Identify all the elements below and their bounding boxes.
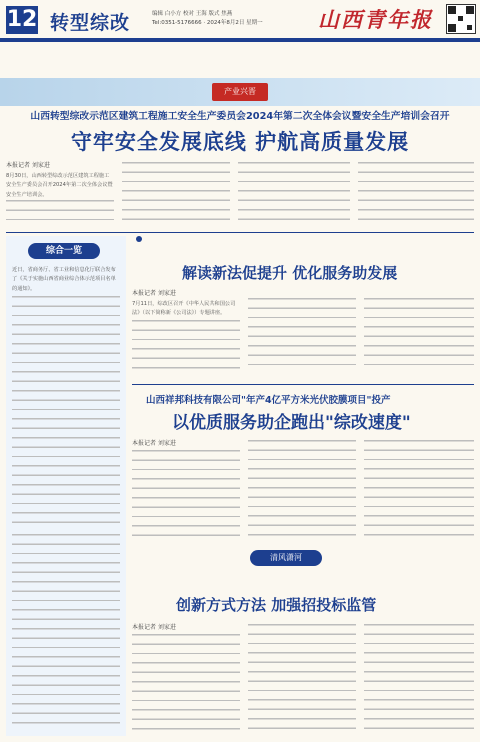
story3-byline: 本报记者 刘家进 xyxy=(132,440,176,447)
text-block xyxy=(132,634,240,736)
text-block xyxy=(12,534,120,730)
masthead-meta xyxy=(152,10,312,28)
story4-headline: 创新方式方法 加强招投标监管 xyxy=(176,596,377,614)
text-block xyxy=(132,450,240,540)
text-block xyxy=(238,162,350,228)
top-story-lead: 8月30日，山西转型综改示范区建筑工程施工安全生产委员会召开2024年第二次全体会议暨安全生产培训会。 xyxy=(6,173,113,198)
top-story-kicker: 山西转型综改示范区建筑工程施工安全生产委员会2024年第二次全体会议暨安全生产培训会召开 xyxy=(30,111,450,122)
text-block xyxy=(364,298,474,372)
sidebar-tag: 综合一览 xyxy=(28,243,100,259)
text-block xyxy=(248,624,356,736)
story4-byline: 本报记者 刘家进 xyxy=(132,624,176,631)
newspaper-logo: 山西青年报 xyxy=(318,7,433,32)
text-block xyxy=(364,440,474,540)
story2-byline: 本报记者 刘家进 xyxy=(132,290,176,297)
text-block xyxy=(132,320,240,372)
divider xyxy=(6,232,474,233)
top-story-byline: 本报记者 刘家进 xyxy=(6,162,50,169)
header-rule xyxy=(0,38,480,42)
top-story-headline: 守牢安全发展底线 护航高质量发展 xyxy=(70,130,410,154)
divider xyxy=(132,384,474,385)
column-tag: 产业兴晋 xyxy=(212,83,268,101)
qr-code-icon xyxy=(446,4,476,34)
page-number: 12 xyxy=(6,7,38,32)
story4-column-tag: 清风潇河 xyxy=(250,550,322,566)
text-block xyxy=(122,162,230,228)
text-block xyxy=(248,298,356,372)
bullet-dot-icon xyxy=(136,236,142,242)
story2-headline: 解读新法促提升 优化服务助发展 xyxy=(182,264,398,282)
text-block xyxy=(12,296,120,526)
text-block xyxy=(248,440,356,540)
story3-headline: 以优质服务助企跑出"综改速度" xyxy=(172,413,411,433)
text-block xyxy=(6,200,114,228)
sidebar-lead: 近日，省商务厅、省工业和信息化厅联合发布了《关于实施山西省商业综合体示范项目名单的通知》。 xyxy=(12,267,116,292)
story3-kicker: 山西祥邦科技有限公司"年产4亿平方米光伏胶膜项目"投产 xyxy=(146,395,391,406)
text-block xyxy=(358,162,474,228)
editor-line: 编辑 白小方 校对 王海 版式 焦燕 xyxy=(152,11,233,17)
story2-lead: 7月11日，综改区召开《中华人民共和国公司法》（以下简称新《公司法》）专题讲座。 xyxy=(132,301,236,317)
section-title: 转型综改 xyxy=(50,12,131,34)
contact-line: Tel:0351-5176666 · 2024年8月2日 星期一 xyxy=(152,20,263,26)
text-block xyxy=(364,624,474,736)
